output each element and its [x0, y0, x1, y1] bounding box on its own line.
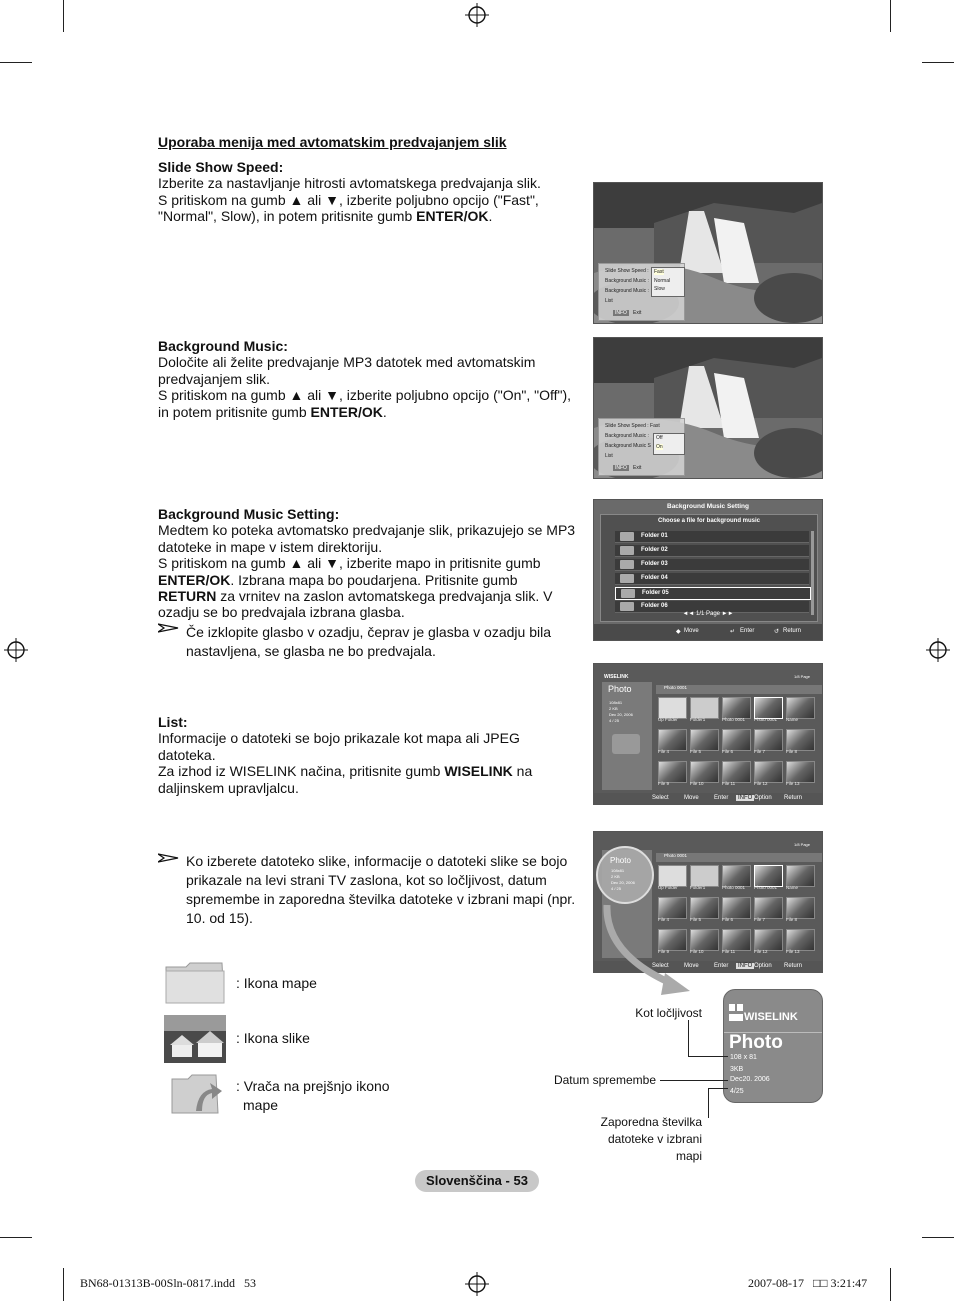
thumb-label: File 11	[722, 949, 736, 954]
thumb-label: Up Folder	[658, 885, 678, 890]
page-count: 1/8 Page	[793, 674, 810, 679]
page-count: 1/8 Page	[793, 842, 810, 847]
setting-note	[186, 623, 586, 661]
list-line	[158, 763, 588, 779]
slideshow-menu	[598, 418, 685, 476]
option-slow[interactable]: Slow	[654, 286, 665, 292]
enter-label: Enter	[740, 628, 755, 634]
move-label: Move	[684, 963, 699, 969]
folder-row[interactable]	[615, 559, 809, 571]
registration-mark-icon	[926, 638, 950, 662]
text-span: "Normal", Slow), in potem pritisnite gumb	[158, 208, 417, 225]
folder-icon	[620, 560, 634, 569]
folder-label: Folder 04	[641, 575, 668, 581]
thumb-item[interactable]	[786, 897, 815, 919]
text-span: .	[382, 403, 387, 420]
folder-label: Folder 02	[641, 547, 668, 553]
note-line: spremembe in zaporedna številka datoteke v izbrani mapi (npr.	[186, 891, 576, 907]
thumb-item[interactable]	[690, 697, 719, 719]
waterfall-screenshot-speed	[593, 182, 823, 324]
folder-row[interactable]	[615, 531, 809, 543]
thumb-label: File 12	[754, 781, 768, 786]
info-button[interactable]: INFO	[615, 310, 627, 316]
option-fast[interactable]: Fast	[654, 269, 664, 275]
folder-icon	[621, 589, 635, 598]
leader-line	[688, 1056, 728, 1057]
thumb-label: File 9	[658, 781, 670, 786]
thumb-label: File 8	[786, 749, 798, 754]
thumb-label: File 8	[786, 917, 798, 922]
bgm-title: Background Music Setting	[667, 503, 749, 510]
thumb-label: Name	[786, 885, 799, 890]
option-off[interactable]: Off	[656, 435, 663, 441]
setting-line: S pritiskom na gumb ▲ ali ▼, izberite mapo in pritisnite gumb	[158, 555, 541, 572]
thumb-item[interactable]	[722, 865, 751, 887]
setting-line: Medtem ko poteka avtomatsko predvajanje slik, prikazujejo se MP3	[158, 522, 576, 539]
info-button[interactable]: INFO	[738, 795, 753, 801]
thumb-label: Up Folder	[658, 717, 678, 722]
music-line	[158, 404, 588, 420]
image-icon	[164, 1015, 226, 1063]
music-line: predvajanjem slik.	[158, 370, 271, 387]
menu-row[interactable]: List	[605, 453, 613, 459]
thumb-label: Photo 0001	[754, 717, 778, 722]
thumb-label: File 12	[754, 949, 768, 954]
select-label: Select	[652, 795, 669, 801]
folder-icon	[620, 602, 634, 611]
setting-line	[158, 588, 588, 604]
thumb-item[interactable]	[690, 761, 719, 783]
thumb-item[interactable]	[786, 865, 815, 887]
text-span: na	[512, 763, 533, 780]
pointer-arrow-icon	[595, 895, 705, 1005]
enter-label: Enter	[714, 963, 729, 969]
waterfall-screenshot-music	[593, 337, 823, 479]
legend-image: : Ikona slike	[236, 1030, 310, 1046]
thumb-item[interactable]	[722, 897, 751, 919]
list-line: datoteka.	[158, 746, 216, 763]
note-line: prikazale na levi strani TV zaslona, kot so ločljivost, datum	[186, 872, 547, 888]
thumb-label: Folder1	[690, 885, 706, 890]
bold-text: WISELINK	[444, 763, 513, 780]
folder-icon	[164, 959, 226, 1005]
speed-line	[158, 208, 588, 224]
thumb-item[interactable]	[658, 729, 687, 751]
legend-folder: : Ikona mape	[236, 975, 317, 991]
return-icon: ↺	[774, 629, 780, 635]
music-line: Določite ali želite predvajanje MP3 datotek med avtomatskim	[158, 354, 536, 371]
category-label: Photo	[608, 684, 632, 694]
page-indicator: ◄◄ 1/1 Page ►►	[682, 611, 734, 617]
thumb-label: Photo 0001	[722, 717, 746, 722]
label-index	[590, 1114, 702, 1165]
thumb-label: File 9	[658, 949, 670, 954]
thumb-label: File 4	[658, 917, 670, 922]
crop-mark	[890, 0, 891, 32]
wiselink-logo-icon	[729, 1004, 745, 1022]
crop-mark	[63, 0, 64, 32]
option-label: Option	[754, 963, 772, 969]
legend-back-line: : Vrača na prejšnjo ikono	[236, 1078, 390, 1094]
legend-back	[236, 1077, 390, 1115]
bold-text: ENTER/OK	[158, 571, 231, 588]
info-button[interactable]: INFO	[738, 963, 753, 969]
callout-photo: Photo	[729, 1032, 783, 1053]
note-line: Ko izberete datoteko slike, informacije o datoteki slike se bojo	[186, 853, 568, 869]
thumb-label: File 13	[786, 949, 800, 954]
info-date: Dec 20, 2006	[611, 880, 635, 885]
list-line: daljinskem upravljalcu.	[158, 779, 299, 796]
return-label: Return	[784, 795, 803, 801]
setting-line	[158, 572, 588, 588]
thumb-label: File 11	[722, 781, 736, 786]
crop-mark	[63, 1268, 64, 1301]
note-line: Če izklopite glasbo v ozadju, čeprav je glasba v ozadju bila	[186, 624, 551, 640]
camera-icon	[612, 734, 640, 754]
folder-bar: Photo 0001	[656, 685, 823, 694]
callout-date: Dec20. 2006	[730, 1076, 770, 1083]
bold-text: ENTER/OK	[416, 208, 489, 225]
thumb-label: File 5	[690, 749, 702, 754]
callout-logo: WISELINK	[744, 1011, 798, 1023]
setting-title: Background Music Setting:	[158, 506, 340, 522]
enter-label: Enter	[714, 795, 729, 801]
thumb-item[interactable]	[690, 729, 719, 751]
info-index: 4 / 25	[611, 886, 622, 891]
registration-mark-icon	[4, 638, 28, 662]
thumb-label: File 7	[754, 749, 766, 754]
menu-row[interactable]: Background Music :	[605, 278, 649, 284]
info-date: Dec 20, 2006	[609, 712, 633, 717]
thumb-item[interactable]	[722, 729, 751, 751]
option-on[interactable]: On	[656, 444, 663, 450]
wiselink-footer	[594, 793, 822, 804]
move-icon: ◆	[676, 629, 681, 635]
info-res: 108x81	[609, 700, 623, 705]
info-size: 2 KB	[611, 874, 620, 879]
text-span: in potem pritisnite gumb	[158, 403, 311, 420]
footer-stamp: 2007-08-17 □□ 3:21:47	[748, 1276, 868, 1290]
bold-text: ENTER/OK	[310, 403, 383, 420]
page-title: Uporaba menija med avtomatskim predvajanjem slik	[158, 134, 507, 150]
leader-line	[708, 1088, 709, 1118]
folder-row[interactable]	[615, 573, 809, 585]
thumb-label: File 13	[786, 781, 800, 786]
thumb-item[interactable]	[786, 929, 815, 951]
exit-label: Exit	[633, 310, 642, 316]
thumb-item[interactable]	[658, 761, 687, 783]
speed-line: Izberite za nastavljanje hitrosti avtomatskega predvajanja slik.	[158, 175, 541, 192]
list-line: Informacije o datoteki se bojo prikazale kot mapa ali JPEG	[158, 730, 520, 747]
thumb-item[interactable]	[754, 761, 783, 783]
thumb-item[interactable]	[786, 729, 815, 751]
thumb-item[interactable]	[690, 865, 719, 887]
callout-index: 4/25	[730, 1088, 744, 1095]
menu-row[interactable]: Slide Show Speed : Fast	[605, 423, 660, 429]
text-span: Za izhod iz WISELINK načina, pritisnite gumb	[158, 763, 445, 780]
note-line: 10. od 15).	[186, 910, 253, 926]
music-options	[653, 433, 685, 455]
side-panel	[602, 682, 652, 790]
setting-section	[158, 506, 588, 621]
thumb-label: File 10	[690, 949, 704, 954]
folder-label: Folder 05	[642, 590, 669, 596]
thumb-item[interactable]	[754, 897, 783, 919]
menu-row[interactable]: Background Music :	[605, 288, 649, 294]
thumb-item[interactable]	[786, 761, 815, 783]
label-resolution: Kot ločljivost	[635, 1006, 702, 1020]
setting-line: ozadju se bo predvajala izbrana glasba.	[158, 604, 405, 621]
thumb-item[interactable]	[754, 865, 783, 887]
leader-line	[708, 1088, 728, 1089]
thumb-label: File 7	[754, 917, 766, 922]
option-normal[interactable]: Normal	[654, 278, 671, 284]
move-label: Move	[684, 628, 699, 634]
exit-label: Exit	[633, 465, 642, 471]
footer-file: BN68-01313B-00Sln-0817.indd 53	[80, 1276, 257, 1290]
thumb-label: File 4	[658, 749, 670, 754]
bold-text: RETURN	[158, 588, 217, 605]
info-callout	[723, 989, 823, 1103]
select-label: Select	[652, 963, 669, 969]
thumb-item[interactable]	[754, 697, 783, 719]
folder-icon	[620, 546, 634, 555]
speed-line: S pritiskom na gumb ▲ ali ▼, izberite poljubno opcijo ("Fast",	[158, 191, 539, 208]
crop-mark	[890, 1268, 891, 1301]
option-label: Option	[754, 795, 772, 801]
leader-line	[660, 1080, 728, 1081]
folder-label: Folder 06	[641, 603, 668, 609]
wiselink-screenshot	[593, 663, 823, 805]
speed-section	[158, 159, 588, 225]
folder-row[interactable]	[615, 545, 809, 557]
thumb-label: File 6	[722, 749, 734, 754]
info-button[interactable]: INFO	[615, 465, 627, 471]
setting-line: datoteke in mape v istem direktoriju.	[158, 538, 383, 555]
enter-icon: ↵	[730, 629, 736, 635]
music-section	[158, 338, 588, 420]
label-index-line: datoteke v izbrani	[607, 1132, 702, 1146]
wiselink-logo: WISELINK	[604, 674, 629, 680]
note-arrow-icon	[158, 853, 180, 863]
info-note	[186, 852, 586, 928]
category-label: Photo	[610, 856, 631, 865]
thumb-label: File 10	[690, 781, 704, 786]
move-label: Move	[684, 795, 699, 801]
text-span: . Izbrana mapa bo poudarjena. Pritisnite gumb	[230, 571, 518, 588]
bgm-subtitle: Choose a file for background music	[657, 518, 761, 524]
label-index-line: Zaporedna številka	[600, 1115, 702, 1129]
label-date: Datum spremembe	[553, 1073, 656, 1087]
menu-row[interactable]: Background Music :	[605, 433, 649, 439]
bgm-setting-screenshot	[593, 499, 823, 641]
crop-mark	[0, 62, 32, 63]
text-span: za vrnitev na zaslon avtomatskega predvajanja slik. V	[216, 588, 553, 605]
crop-mark	[922, 1237, 954, 1238]
menu-row[interactable]: List	[605, 298, 613, 304]
return-label: Return	[784, 963, 803, 969]
thumb-item[interactable]	[722, 761, 751, 783]
info-index: 4 / 25	[609, 718, 620, 723]
menu-row[interactable]: Background Music S	[605, 443, 651, 449]
bgm-footer	[594, 624, 822, 640]
callout-res: 108 x 81	[730, 1054, 757, 1061]
thumb-item[interactable]	[754, 929, 783, 951]
folder-row-selected[interactable]	[615, 587, 811, 600]
speed-options	[651, 267, 685, 297]
up-folder-icon	[168, 1071, 224, 1115]
scrollbar[interactable]	[811, 531, 814, 615]
speed-title: Slide Show Speed:	[158, 159, 284, 175]
folder-icon	[620, 574, 634, 583]
leader-line	[688, 1020, 689, 1056]
folder-bar: Photo 0001	[656, 853, 823, 862]
thumb-item[interactable]	[722, 929, 751, 951]
thumb-item[interactable]	[754, 729, 783, 751]
label-index-line: mapi	[675, 1149, 702, 1163]
folder-label: Folder 01	[641, 533, 668, 539]
thumb-label: Photo 0001	[754, 885, 778, 890]
menu-row[interactable]: Slide Show Speed :	[605, 268, 649, 274]
thumb-item[interactable]	[786, 697, 815, 719]
thumb-grid	[658, 697, 818, 789]
slideshow-menu	[598, 263, 685, 321]
callout-size: 3KB	[730, 1066, 744, 1073]
info-res: 108x81	[611, 868, 625, 873]
thumb-label: Folder1	[690, 717, 706, 722]
thumb-label: Photo 0001	[722, 885, 746, 890]
return-label: Return	[783, 628, 802, 634]
crop-mark	[922, 62, 954, 63]
music-line: S pritiskom na gumb ▲ ali ▼, izberite poljubno opcijo ("On", "Off"),	[158, 387, 572, 404]
thumb-item[interactable]	[722, 697, 751, 719]
list-section	[158, 714, 588, 796]
crop-mark	[0, 1237, 32, 1238]
page-number-badge: Slovenščina - 53	[415, 1170, 539, 1192]
thumb-label: File 5	[690, 917, 702, 922]
music-title: Background Music:	[158, 338, 288, 354]
registration-mark-icon	[465, 3, 489, 27]
thumb-label: File 6	[722, 917, 734, 922]
text-span: .	[488, 208, 493, 225]
bgm-panel	[600, 514, 818, 622]
thumb-item[interactable]	[658, 865, 687, 887]
info-size: 2 KB	[609, 706, 618, 711]
thumb-item[interactable]	[658, 697, 687, 719]
registration-mark-icon	[465, 1272, 489, 1296]
note-line: nastavljena, se glasba ne bo predvajala.	[186, 643, 436, 659]
folder-icon	[620, 532, 634, 541]
thumb-label: Name	[786, 717, 799, 722]
note-arrow-icon	[158, 623, 180, 633]
folder-label: Folder 03	[641, 561, 668, 567]
legend-back-line: mape	[243, 1097, 279, 1113]
list-title: List:	[158, 714, 188, 730]
